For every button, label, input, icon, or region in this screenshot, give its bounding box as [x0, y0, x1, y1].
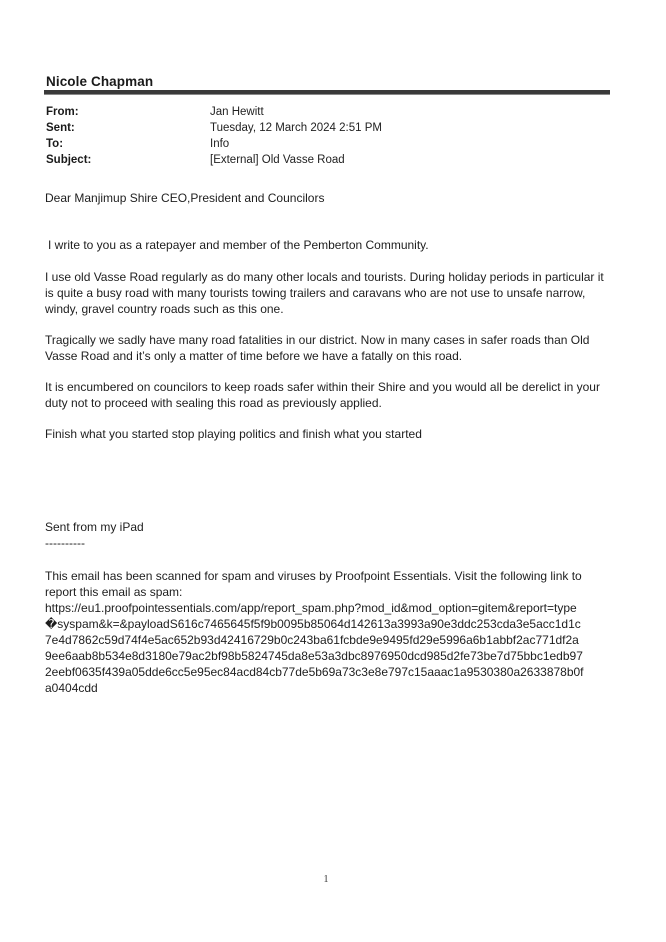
greeting: Dear Manjimup Shire CEO,President and Councilors [45, 191, 325, 205]
sent-value: Tuesday, 12 March 2024 2:51 PM [210, 122, 382, 134]
report-spam-link[interactable]: https://eu1.proofpointessentials.com/app/report_spam.php?mod_id&mod_option=gitem&report=type�syspam&k=&payloadS616c7465645f5f9b0095b85064d142613a3993a90e3ddc253cda3e5acc1d1c7e4d7862c59d74f4e5ac652b93d42416729b0c243ba61fcbde9e9495fd29e5996a6b1abbf2ac771df2a9ee6aab8b534e8d3180e79ac2bf98b5824745da8e53a3dbc8976950dcd985d2fe73be7d75bbc1edb972eebf0635f439a05dde6cc5e95ec84acd84cb77de5b69a73c3e8e797c15aaac1a9530380a2633878b0fa0404cdd [45, 601, 584, 695]
subject-value: [External] Old Vasse Road [210, 154, 345, 166]
sent-row [46, 120, 606, 136]
to-row [46, 136, 606, 152]
sent-from-signature: Sent from my iPad [45, 520, 144, 534]
sent-label: Sent: [46, 122, 75, 134]
body-paragraph-3: Tragically we sadly have many road fatalities in our district. Now in many cases in safer roads than Old Vasse Road and it’s only a matter of time before we have a fatally on this road. [45, 333, 590, 363]
body-paragraph-5: Finish what you started stop playing politics and finish what you started [45, 427, 422, 441]
scan-notice: This email has been scanned for spam and viruses by Proofpoint Essentials. Visit the following link to report this email as spam: [45, 569, 582, 599]
signature-separator: ---------- [45, 536, 85, 550]
to-value: Info [210, 138, 230, 150]
email-header-fields [46, 104, 606, 168]
subject-label: Subject: [46, 154, 92, 166]
body-paragraph-2: I use old Vasse Road regularly as do many other locals and tourists. During holiday periods in particular it is quite a busy road with many tourists towing trailers and caravans who are not use to unsafe narrow, windy, gravel country roads such as this one. [45, 270, 604, 316]
subject-row [46, 152, 606, 168]
page-number: 1 [323, 874, 329, 885]
body-paragraph-1: I write to you as a ratepayer and member of the Pemberton Community. [48, 238, 429, 252]
body-paragraph-4: It is encumbered on councilors to keep roads safer within their Shire and you would all be derelict in your duty not to proceed with sealing this road as previously applied. [45, 380, 600, 410]
from-value: Jan Hewitt [210, 106, 264, 118]
to-label: To: [46, 138, 64, 150]
header-divider [44, 90, 610, 95]
sender-name: Nicole Chapman [46, 74, 154, 89]
from-label: From: [46, 106, 79, 118]
from-row [46, 104, 606, 120]
